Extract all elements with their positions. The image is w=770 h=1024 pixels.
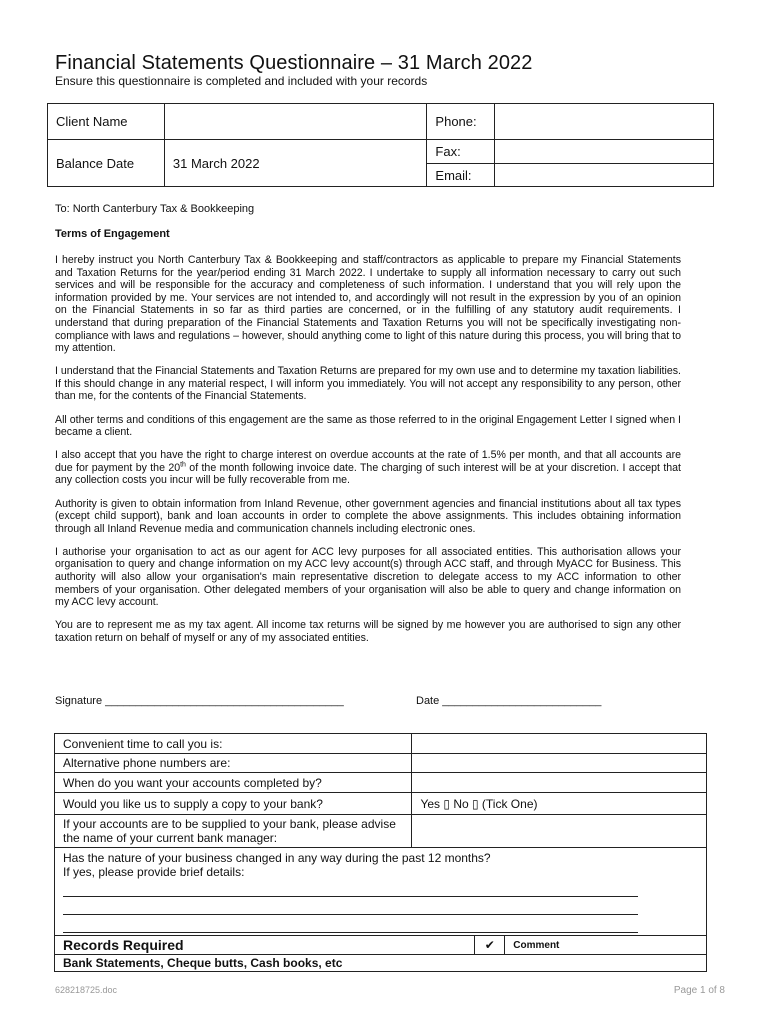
email-label: Email: [427,164,495,187]
question-bank-manager: If your accounts are to be supplied to your bank, please advise the name of your current bank manager: [55,815,412,848]
phone-label: Phone: [427,104,495,140]
bank-copy-yes-no[interactable]: Yes ▯ No ▯ (Tick One) [412,793,707,815]
comment-column-header: Comment [505,936,707,955]
phone-field[interactable] [495,104,714,140]
footer-doc-name: 628218725.doc [55,985,118,995]
email-field[interactable] [495,164,714,187]
fax-label: Fax: [427,140,495,164]
records-required-heading: Records Required [55,936,475,955]
answer-completion-date[interactable] [412,773,707,793]
terms-paragraph-3: All other terms and conditions of this engagement are the same as those referred to in the original Engagement Letter I signed when I became a client. [55,413,681,439]
record-row-bank-statements: Bank Statements, Cheque butts, Cash books, etc [55,955,707,972]
balance-date-label: Balance Date [48,140,165,187]
client-name-field[interactable] [164,104,427,140]
terms-paragraph-2: I understand that the Financial Statements and Taxation Returns are prepared for my own use and to determine my taxation liabilities. If this should change in any material respect, I will inform you immediately. You will not accept any responsibility to any person, other than me, for the contents of the Financial Statements. [55,365,681,403]
question-call-time: Convenient time to call you is: [55,734,412,754]
fax-field[interactable] [495,140,714,164]
question-business-change [55,848,707,936]
question-bank-copy: Would you like us to supply a copy to your bank? [55,793,412,815]
terms-paragraph-4 [55,449,681,487]
business-change-question: Has the nature of your business changed in any way during the past 12 months? [63,851,491,865]
details-line-1[interactable] [63,879,638,897]
answer-alt-phone[interactable] [412,754,707,773]
client-name-label: Client Name [48,104,165,140]
terms-paragraph-7: You are to represent me as my tax agent. All income tax returns will be signed by me however you are authorised to sign any other taxation return on behalf of myself or any of my associated entities. [55,619,681,644]
date-line[interactable]: Date __________________________ [416,695,602,707]
terms-heading: Terms of Engagement [55,228,170,240]
records-required-table [54,935,707,972]
terms-paragraph-1: I hereby instruct you North Canterbury Tax & Bookkeeping and staff/contractors as applicable to prepare my Financial Statements and Taxation Returns for the year/period ending 31 March 2022. I undertake to supply all information necessary to carry out such services and will be responsible for the accuracy and completeness of such information. I understand that you will rely upon the information provided by me. Your services are not intended to, and accordingly will not result in the expression by you of an opinion on the Financial Statements in so far as third parties are concerned, or in the fulfilling of any statutory audit requirements. I understand that during preparation of the Financial Statements and Taxation Returns you will not be specifically investigating non-compliance with laws and regulations – however, should anything come to light of this nature during this process, you will bring that to my attention. [55,254,681,355]
terms-body [55,254,681,655]
answer-bank-manager[interactable] [412,815,707,848]
page-subtitle: Ensure this questionnaire is completed and included with your records [55,74,428,88]
tick-column-header: ✔ [475,936,505,955]
paragraph-4-text-b: of the month following invoice date. The charging of such interest will be at your discretion. I accept that any collection costs you incur will be fully recoverable from me. [55,461,681,487]
signature-line[interactable]: Signature _______________________________________ [55,695,344,707]
questions-table [54,733,707,936]
ordinal-suffix: th [180,461,186,469]
terms-paragraph-6: I authorise your organisation to act as our agent for ACC levy purposes for all associated entities. This authorisation allows your organisation to query and change information on my ACC levy account(s) through ACC staff, and through MyACC for Business. This authority will also allow your organisation's main representative discretion to delegate access to my ACC information to other members of your organisation. Other delegated members of your organisation will also be able to query and change information on my ACC levy account. [55,545,681,609]
answer-call-time[interactable] [412,734,707,754]
terms-paragraph-5: Authority is given to obtain information from Inland Revenue, other government agencies and financial institutions about all tax types (except child support), bank and loan accounts in order to complete the above assignments. This includes obtaining information through all Inland Revenue media and communication channels including electronic ones. [55,497,681,535]
recipient-line: To: North Canterbury Tax & Bookkeeping [55,203,255,215]
details-line-2[interactable] [63,897,638,915]
business-change-details-prompt: If yes, please provide brief details: [63,865,245,879]
question-completion-date: When do you want your accounts completed by? [55,773,412,793]
footer-page-number: Page 1 of 8 [673,985,725,996]
balance-date-value: 31 March 2022 [164,140,427,187]
page-title: Financial Statements Questionnaire – 31 March 2022 [55,52,533,74]
question-alt-phone: Alternative phone numbers are: [55,754,412,773]
paragraph-4-text-a: I also accept that you have the right to charge interest on overdue accounts at the rate of 1.5% per month, and that all accounts are due for payment by the 20 [55,449,681,474]
client-details-table [47,103,714,187]
details-line-3[interactable] [63,915,638,933]
